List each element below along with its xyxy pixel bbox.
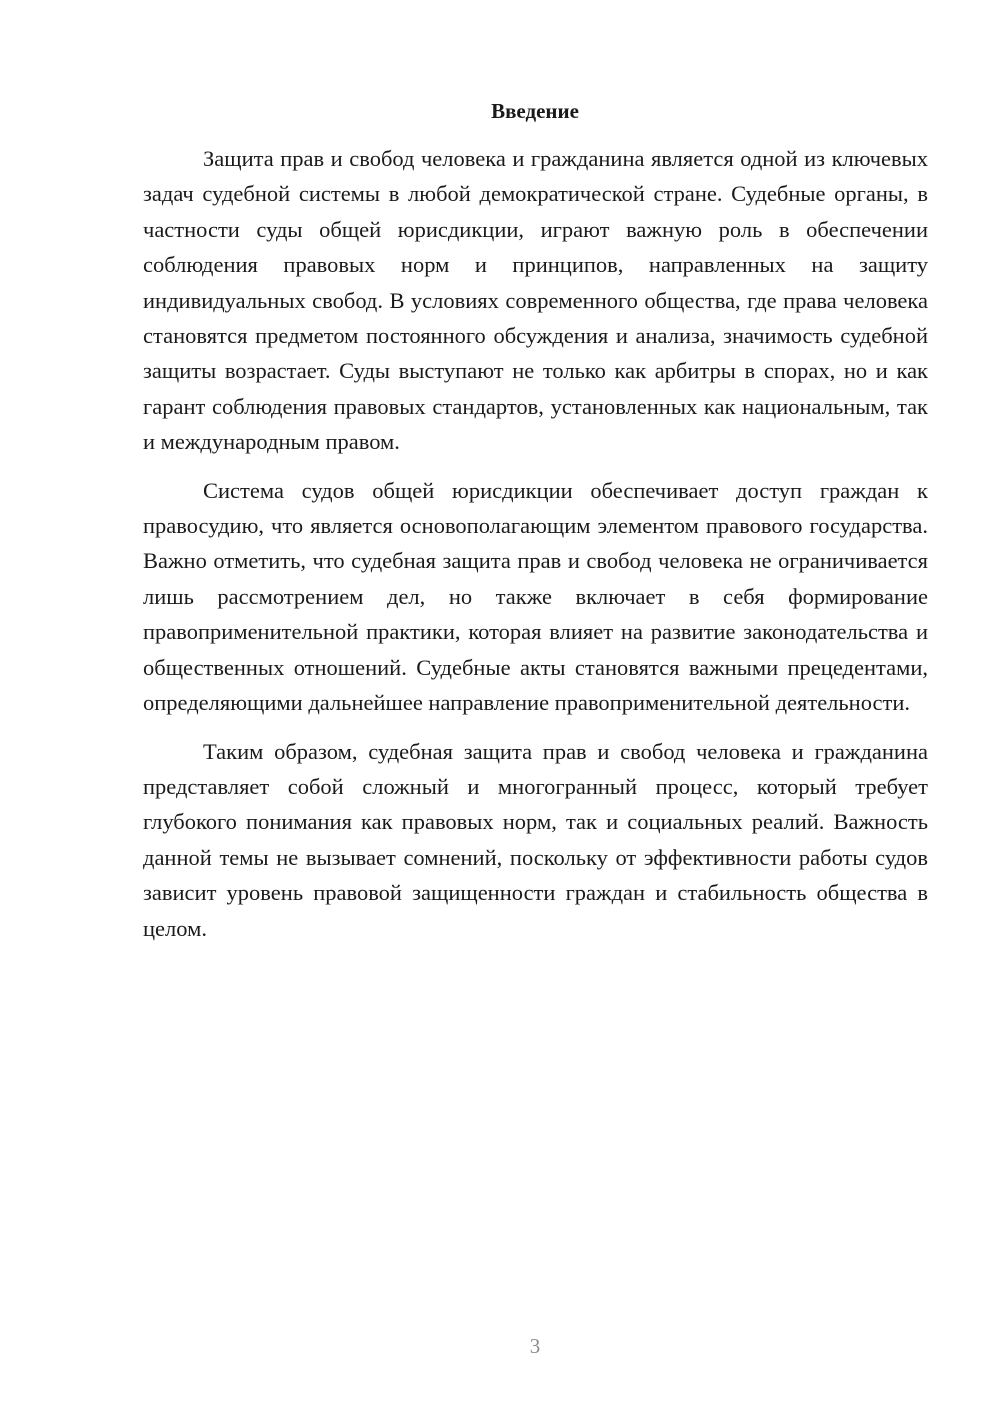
paragraph-3: Таким образом, судебная защита прав и свобод человека и гражданина представляет собой сложный и многогранный процесс, который требует глубокого понимания как правовых норм, так и социальных реалий. Важность данной темы не вызывает сомнений, поскольку от эффективности работы судов зависит уровень правовой защищенности граждан и стабильность общества в целом. bbox=[143, 738, 928, 941]
paragraph-2: Система судов общей юрисдикции обеспечивает доступ граждан к правосудию, что является основополагающим элементом правового государства. Важно отметить, что судебная защита прав и свобод человека не ограничивается лишь рассмотрением дел, но также включает в себя формирование правоприменительной практики, которая влияет на развитие законодательства и общественных отношений. Судебные акты становятся важными прецедентами, определяющими дальнейшее направление правоприменительной деятельности. bbox=[143, 477, 928, 716]
section-heading: Введение bbox=[491, 99, 579, 123]
paragraph-1: Защита прав и свобод человека и гражданина является одной из ключевых задач судебной системы в любой демократической стране. Судебные органы, в частности суды общей юрисдикции, играют важную роль в обеспечении соблюдения правовых норм и принципов, направленных на защиту индивидуальных свобод. В условиях современного общества, где права человека становятся предметом постоянного обсуждения и анализа, значимость судебной защиты возрастает. Суды выступают не только как арбитры в спорах, но и как гарант соблюдения правовых стандартов, установленных как национальным, так и международным правом. bbox=[143, 146, 928, 455]
page-number: 3 bbox=[529, 1334, 541, 1358]
document-body bbox=[143, 141, 928, 959]
